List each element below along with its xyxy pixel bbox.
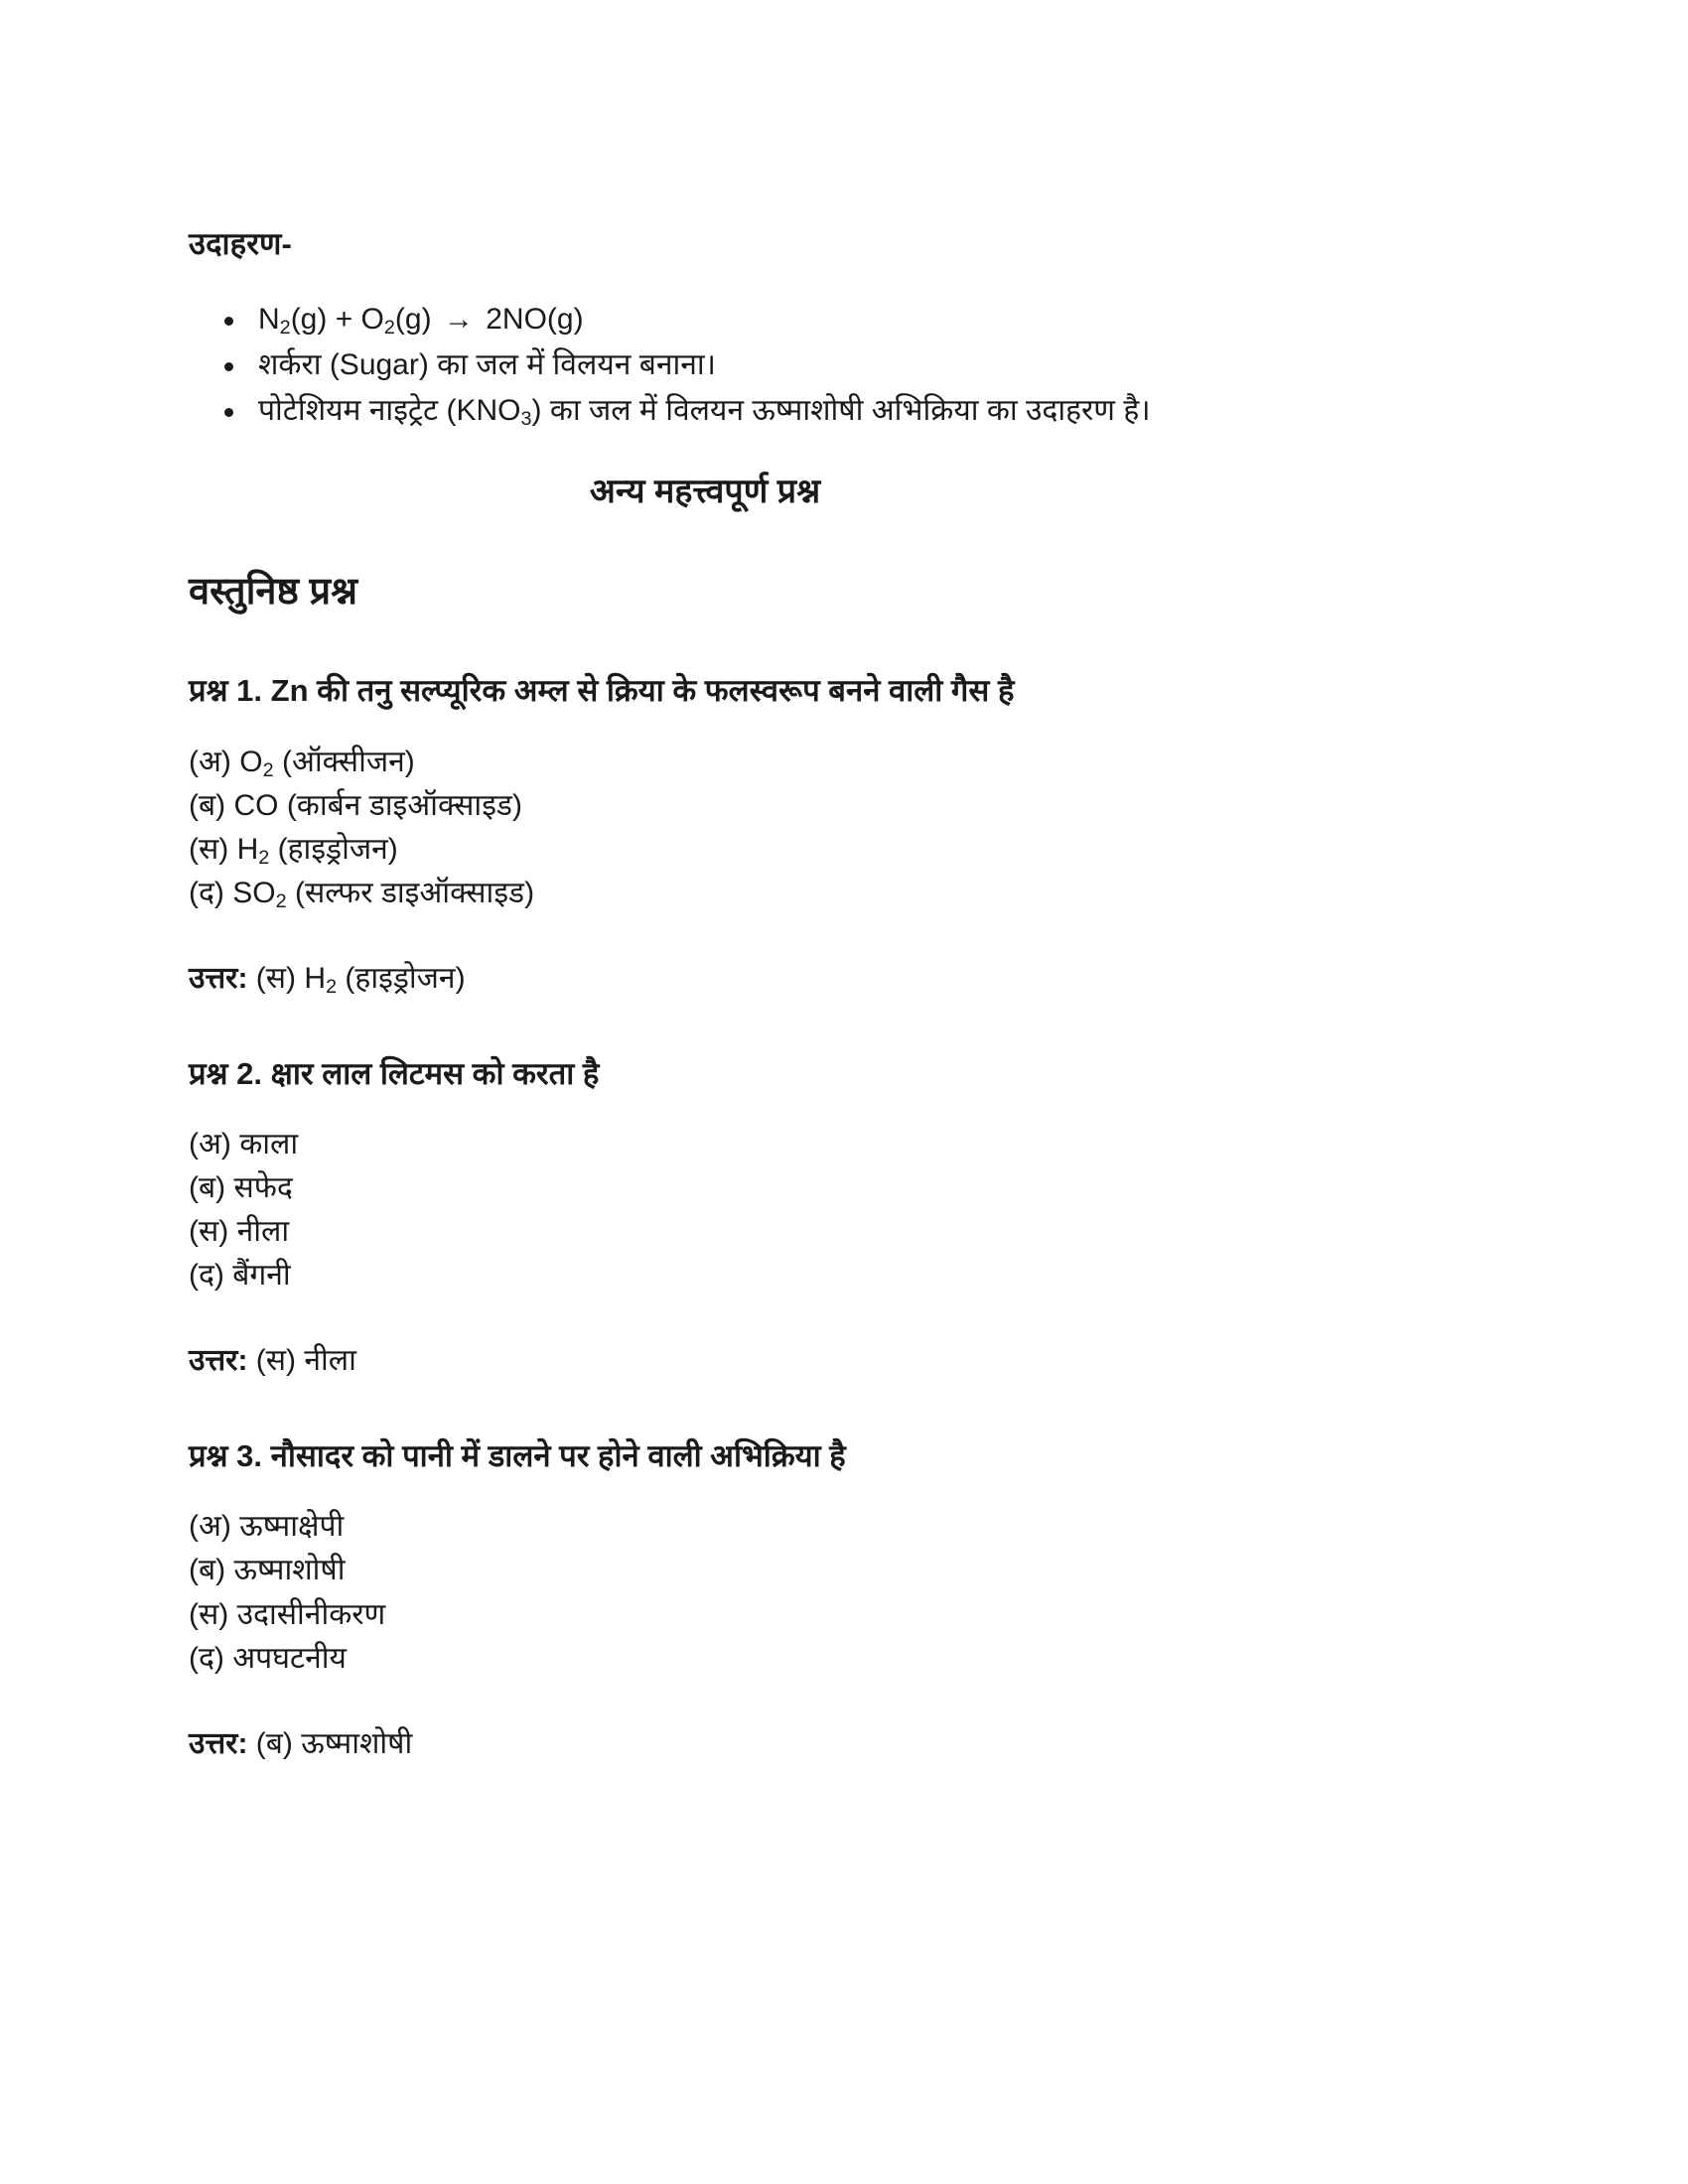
option-d-key: (द) [189,1641,224,1675]
option-c[interactable] [189,1210,1360,1254]
option-a-subscript: 2 [262,758,274,781]
answer-1-key: (स) [255,962,297,996]
list-item [189,344,1360,387]
option-c-subscript: 2 [258,847,270,870]
option-b[interactable] [189,1549,1360,1592]
option-a[interactable] [189,1123,1360,1166]
option-b[interactable] [189,784,1360,828]
answer-3-name: ऊष्माशोषी [301,1726,413,1760]
question-1-answer [189,957,1360,1001]
option-a-name: काला [239,1128,299,1161]
option-d-formula: SO [232,877,276,910]
question-1-title [189,669,1360,712]
answer-1-formula: H [304,962,327,996]
bullet-sugar-text: शर्करा (Sugar) का जल में विलयन बनाना। [258,347,717,381]
question-3-number: प्रश्न 3. [189,1437,263,1473]
option-b-key: (ब) [189,1554,226,1587]
option-c[interactable] [189,1593,1360,1637]
bullet-equation-prefix: N [258,302,280,336]
option-d[interactable] [189,1637,1360,1681]
question-3-options [189,1505,1360,1680]
question-3-title [189,1434,1360,1477]
option-a-name: ऊष्माक्षेपी [239,1510,345,1544]
option-a[interactable] [189,741,1360,784]
question-1-number: प्रश्न 1. [189,673,263,709]
option-b-key: (ब) [189,788,226,822]
option-d-key: (द) [189,877,224,910]
objective-questions-heading: वस्तुनिष्ठ प्रश्न [189,571,357,614]
option-c-key: (स) [189,1597,229,1631]
option-d-name: अपघटनीय [232,1641,347,1675]
answer-1-name: (हाइड्रोजन) [345,962,466,996]
document-body [189,223,1360,1765]
answer-2-name: नीला [304,1344,356,1378]
example-bullet-list [189,299,1360,433]
list-item [189,390,1360,433]
bullet-equation-sub1: 2 [279,316,291,339]
option-c-name: नीला [236,1215,290,1249]
option-d-subscript: 2 [275,890,287,913]
answer-3-key: (ब) [255,1726,293,1760]
reaction-arrow-icon: → [443,302,474,336]
option-a-key: (अ) [189,1510,231,1544]
question-2-number: प्रश्न 2. [189,1055,263,1091]
bullet-equation-tail: 2NO(g) [477,302,584,336]
question-2-options [189,1123,1360,1297]
question-2-title [189,1052,1360,1095]
question-3-answer [189,1722,1360,1766]
option-a-key: (अ) [189,745,231,778]
other-important-questions-heading: अन्य महत्त्वपूर्ण प्रश्न [589,472,821,510]
option-c[interactable] [189,828,1360,872]
answer-1-subscript: 2 [326,976,338,999]
option-c-key: (स) [189,832,229,866]
option-a-key: (अ) [189,1128,231,1161]
question-1-text: Zn की तनु सल्प्यूरिक अम्ल से क्रिया के फलस्वरूप बनने वाली गैस है [270,673,1015,709]
answer-label: उत्तर: [189,1726,248,1760]
option-c-formula: H [236,832,259,866]
option-b-name: सफेद [233,1171,293,1205]
bullet-kno3-tail: ) का जल में विलयन ऊष्माशोषी अभिक्रिया का उदाहरण है। [531,393,1151,427]
answer-2-key: (स) [255,1344,297,1378]
answer-label: उत्तर: [189,1344,248,1378]
option-c-name: (हाइड्रोजन) [277,832,398,866]
option-c-key: (स) [189,1215,229,1249]
question-2-answer [189,1339,1360,1383]
bullet-equation-mid2: (g) [394,302,440,336]
bullet-kno3-sub: 3 [520,407,532,430]
option-d[interactable] [189,872,1360,915]
option-a[interactable] [189,1505,1360,1549]
option-a-formula: O [239,745,263,778]
option-d[interactable] [189,1254,1360,1297]
option-b-name: (कार्बन डाइऑक्साइड) [286,788,522,822]
option-d-name: (सल्फर डाइऑक्साइड) [294,877,535,910]
bullet-kno3-prefix: पोटेशियम नाइट्रेट (KNO [258,393,521,427]
answer-label: उत्तर: [189,962,248,996]
option-d-key: (द) [189,1259,224,1293]
option-a-name: (ऑक्सीजन) [281,745,415,778]
option-b-name: ऊष्माशोषी [233,1554,346,1587]
option-b[interactable] [189,1166,1360,1210]
bullet-equation-sub2: 2 [383,316,395,339]
option-b-key: (ब) [189,1171,226,1205]
example-heading: उदाहरण- [189,226,292,261]
option-b-formula: CO [233,788,279,822]
bullet-equation-mid: (g) + O [290,302,384,336]
question-2-text: क्षार लाल लिटमस को करता है [270,1055,600,1091]
question-1-options [189,741,1360,915]
list-item [189,299,1360,341]
option-c-name: उदासीनीकरण [236,1597,386,1631]
question-3-text: नौसादर को पानी में डालने पर होने वाली अभिक्रिया है [270,1437,846,1473]
option-d-name: बैंगनी [232,1259,291,1293]
